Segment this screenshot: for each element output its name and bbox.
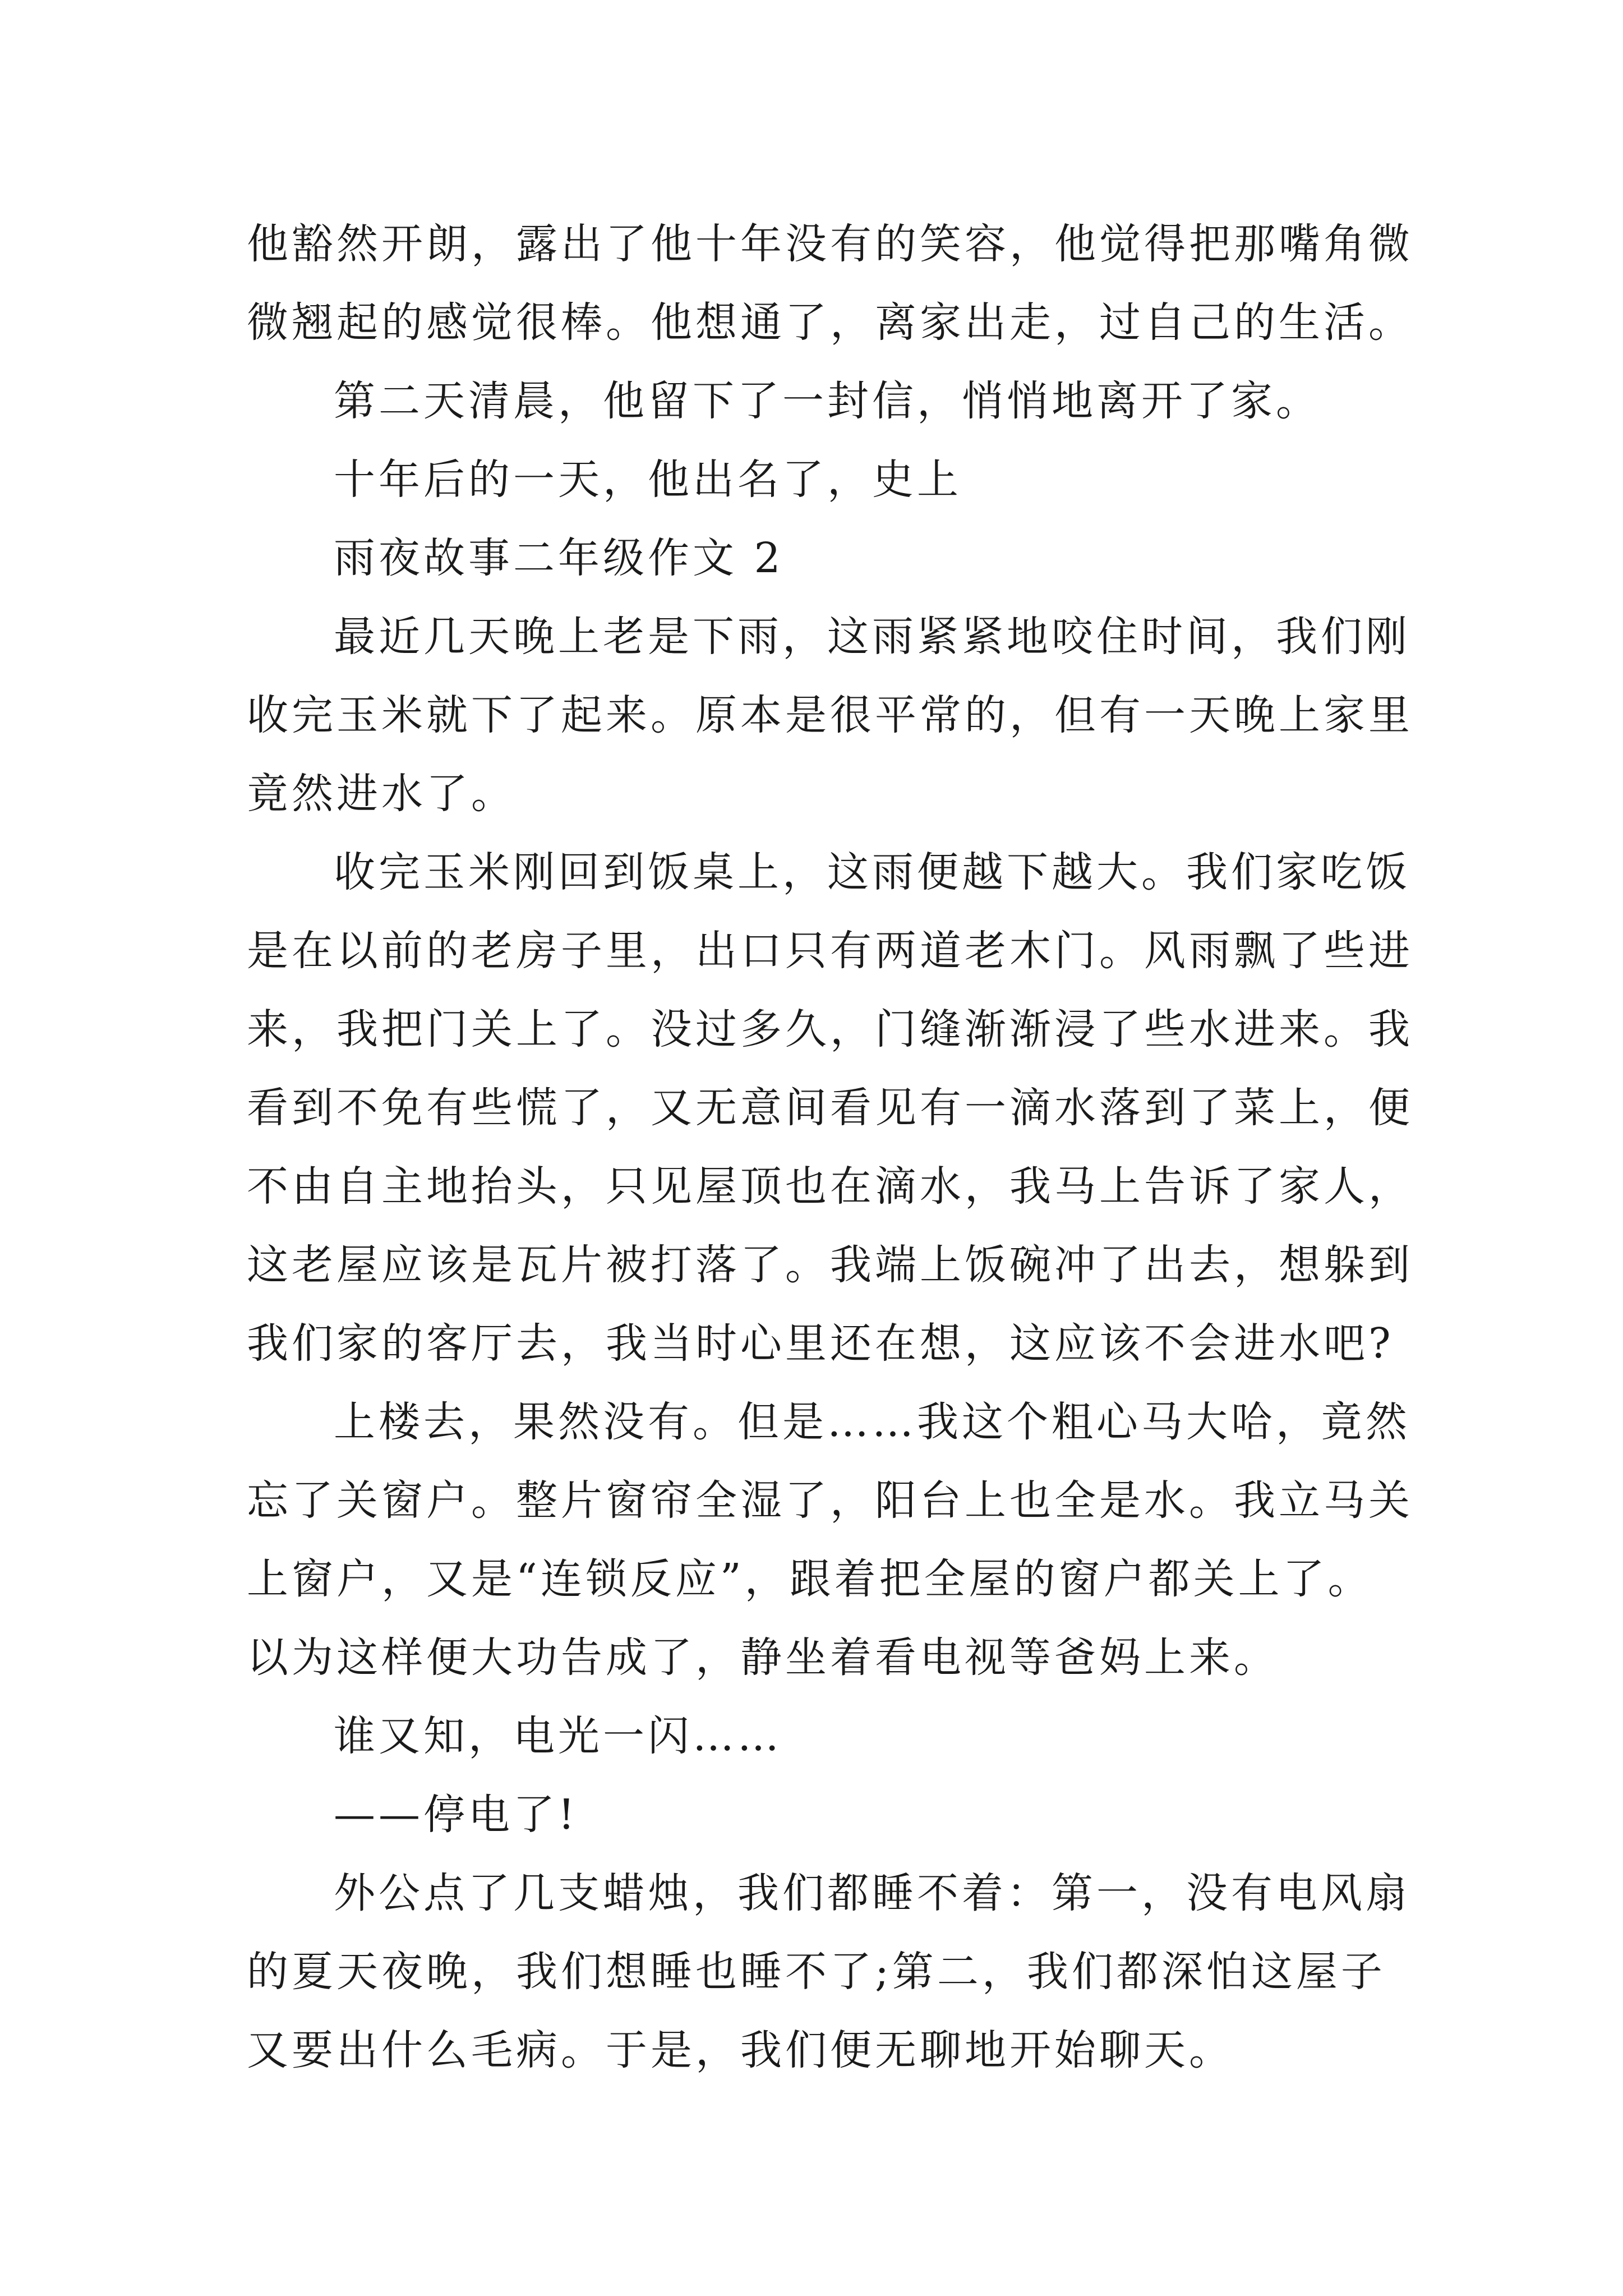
text-line: 他豁然开朗，露出了他十年没有的笑容，他觉得把那嘴角微	[247, 220, 1413, 268]
text-line: 忘了关窗户。整片窗帘全湿了，阳台上也全是水。我立马关	[247, 1476, 1413, 1525]
text-line: 上楼去，果然没有。但是……我这个粗心马大哈，竟然	[334, 1398, 1410, 1446]
text-line: 来，我把门关上了。没过多久，门缝渐渐浸了些水进来。我	[247, 1005, 1413, 1053]
text-line: 十年后的一天，他出名了，史上	[334, 455, 962, 504]
text-line: 是在以前的老房子里，出口只有两道老木门。风雨飘了些进	[247, 927, 1413, 975]
text-line: 外公点了几支蜡烛，我们都睡不着：第一，没有电风扇	[334, 1869, 1410, 1917]
text-line: 竟然进水了。	[247, 770, 516, 818]
text-line: 看到不免有些慌了，又无意间看见有一滴水落到了菜上，便	[247, 1084, 1413, 1132]
text-line: ——停电了!	[334, 1791, 578, 1839]
text-line: 不由自主地抬头，只见屋顶也在滴水，我马上告诉了家人，	[247, 1162, 1413, 1211]
text-line: 的夏天夜晚，我们想睡也睡不了;第二，我们都深怕这屋子	[247, 1948, 1386, 1996]
text-line: 雨夜故事二年级作文 2	[334, 534, 784, 582]
text-line: 上窗户，又是“连锁反应”，跟着把全屋的窗户都关上了。	[247, 1555, 1373, 1603]
text-line: 收完玉米刚回到饭桌上，这雨便越下越大。我们家吃饭	[334, 848, 1410, 896]
text-line: 微翘起的感觉很棒。他想通了，离家出走，过自己的生活。	[247, 298, 1413, 347]
text-line: 这老屋应该是瓦片被打落了。我端上饭碗冲了出去，想躲到	[247, 1241, 1413, 1289]
text-line: 以为这样便大功告成了，静坐着看电视等爸妈上来。	[247, 1634, 1279, 1682]
text-line: 又要出什么毛病。于是，我们便无聊地开始聊天。	[247, 2026, 1234, 2074]
text-line: 收完玉米就下了起来。原本是很平常的，但有一天晚上家里	[247, 691, 1413, 739]
text-line: 我们家的客厅去，我当时心里还在想，这应该不会进水吧?	[247, 1319, 1394, 1368]
text-line: 谁又知，电光一闪……	[334, 1712, 782, 1760]
document-body	[247, 205, 1413, 2090]
text-line: 第二天清晨，他留下了一封信，悄悄地离开了家。	[334, 377, 1321, 425]
text-line: 最近几天晚上老是下雨，这雨紧紧地咬住时间，我们刚	[334, 613, 1410, 661]
